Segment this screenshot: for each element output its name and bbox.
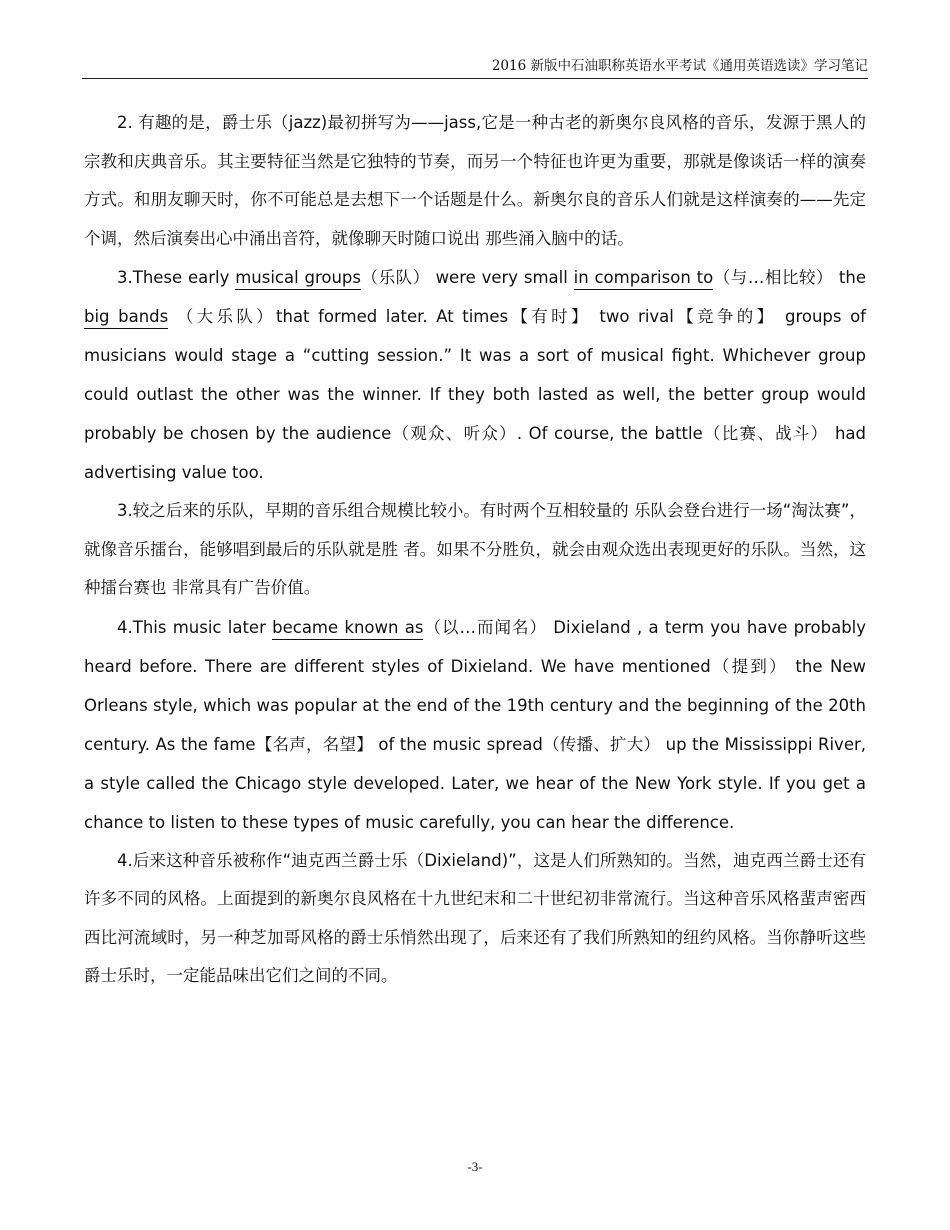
- paragraph-4-english: [84, 608, 866, 842]
- underlined-phrase-big-bands: big bands: [84, 307, 168, 329]
- document-body: [84, 104, 866, 996]
- page-number: -3-: [467, 1159, 483, 1174]
- text-span: 4.This music later: [117, 617, 273, 637]
- text-span: 3.These early: [117, 268, 236, 287]
- paragraph-2-chinese: 2. 有趣的是，爵士乐（jazz)最初拼写为——jass,它是一种古老的新奥尔良风格的音乐，发源于黑人的宗教和庆典音乐。其主要特征当然是它独特的节奏，而另一个特征也许更为重要，那就是像谈话一样的演奏方式。和朋友聊天时，你不可能总是去想下一个话题是什么。新奥尔良的音乐人们就是这样演奏的——先定个调，然后演奏出心中涌出音符，就像聊天时随口说出 那些涌入脑中的话。: [84, 113, 866, 248]
- paragraph-4-chinese: 4.后来这种音乐被称作“迪克西兰爵士乐（Dixieland)”，这是人们所熟知的。当然，迪克西兰爵士还有许多不同的风格。上面提到的新奥尔良风格在十九世纪末和二十世纪初非常流行。当这种音乐风格蜚声密西西比河流域时，另一种芝加哥风格的爵士乐悄然出现了，后来还有了我们所熟知的纽约风格。当你静听这些爵士乐时，一定能品味出它们之间的不同。: [84, 850, 866, 985]
- underlined-phrase-became-known-as: became known as: [272, 618, 423, 640]
- paragraph-3-english: [84, 258, 866, 492]
- text-span: （与…相比较） the: [713, 268, 866, 287]
- page-header: [82, 57, 868, 79]
- underlined-phrase-musical-groups: musical groups: [235, 268, 361, 290]
- text-span: （大乐队）that formed later. At times【有时】 two rival【竞争的】 groups of musicians would stage a “cutting session.” It was a sort of musical fight. Whichever group could outlast the other was the winner. If they both lasted as well, the better group would probably be chosen by the audience（观众、听众）. Of course, the battle（比赛、战斗） had advertising value too.: [84, 307, 866, 482]
- page-footer: [0, 1159, 950, 1175]
- underlined-phrase-in-comparison-to: in comparison to: [574, 268, 714, 290]
- text-span: （以…而闻名） Dixieland , a term you have probably heard before. There are different styles of Dixieland. We have mentioned（提到） the New Orleans style, which was popular at the end of the 19th century and the beginning of the 20th century. As the fame【名声，名望】 of the music spread（传播、扩大） up the Mississippi River, a style called the Chicago style developed. Later, we hear of the New York style. If you get a chance to listen to these types of music carefully, you can hear the difference.: [84, 617, 867, 832]
- text-span: （乐队） were very small: [360, 268, 574, 287]
- paragraph-3-chinese: 3.较之后来的乐队，早期的音乐组合规模比较小。有时两个互相较量的 乐队会登台进行一场“淘汰赛”，就像音乐擂台，能够唱到最后的乐队就是胜 者。如果不分胜负，就会由观众选出表现更好的乐队。当然，这种擂台赛也 非常具有广告价值。: [84, 501, 866, 597]
- header-title: 2016 新版中石油职称英语水平考试《通用英语选读》学习笔记: [491, 58, 868, 74]
